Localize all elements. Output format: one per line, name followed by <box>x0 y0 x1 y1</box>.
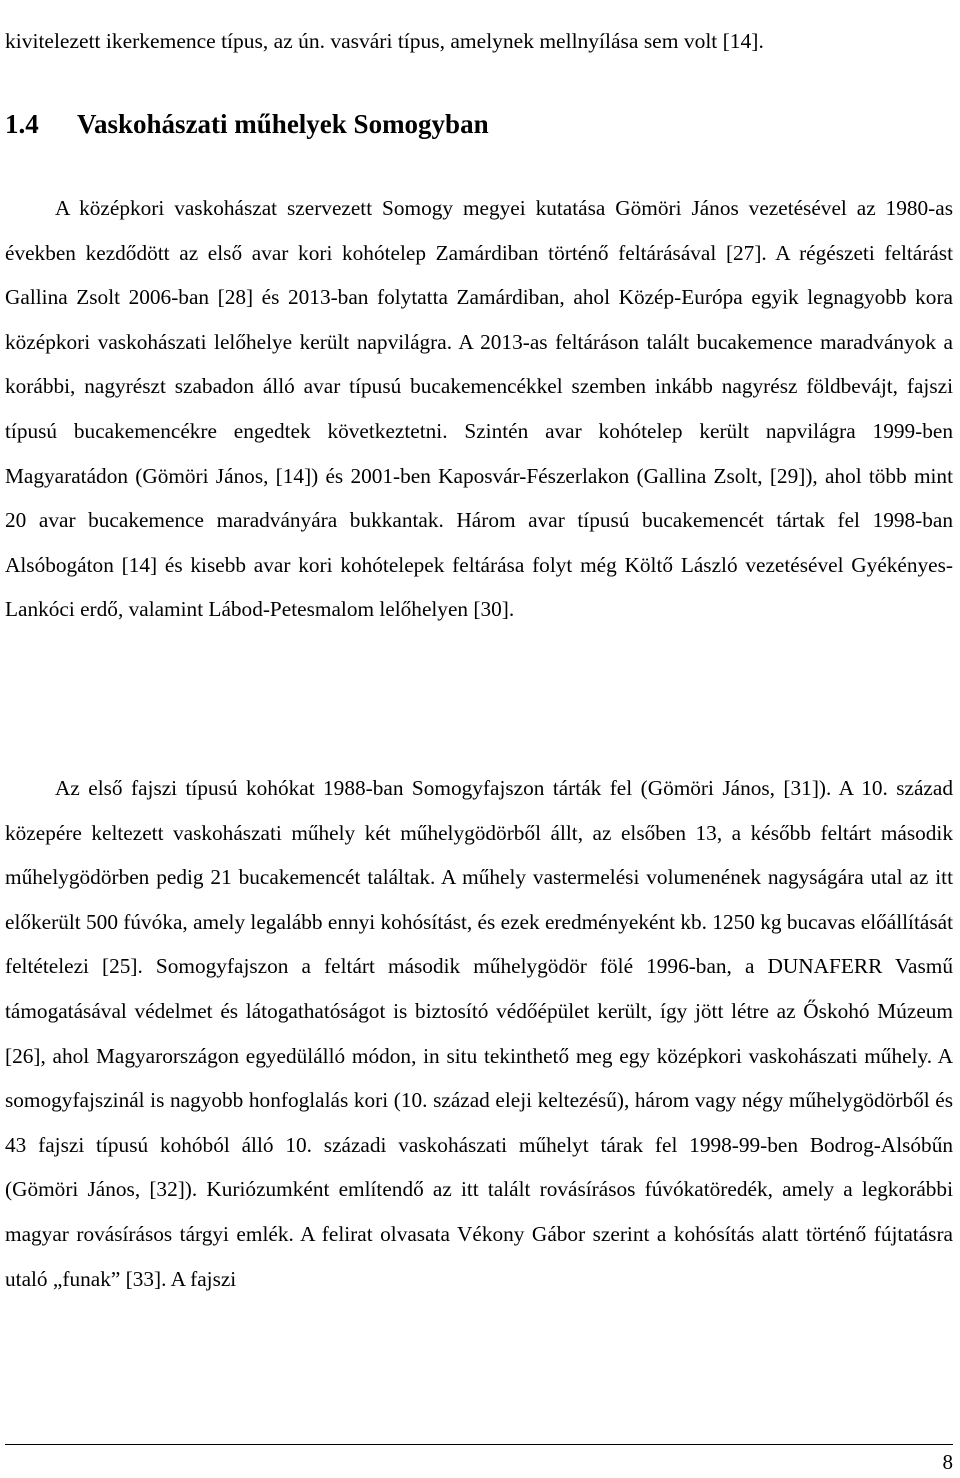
paragraph-1 <box>5 186 953 632</box>
paragraph-2-text: Az első fajszi típusú kohókat 1988-ban Somogyfajszon tárták fel (Gömöri János, [31]). A 10. század közepére keltezett vaskohászati műhely két műhelygödörből állt, az elsőben 13, a később feltárt második műhelygödörben pedig 21 bucakemencét találtak. A műhely vastermelési volumenének nagyságára utal az itt előkerült 500 fúvóka, amely legalább ennyi kohósítást, és ezek eredményeként kb. 1250 kg bucavas előállítását feltételezi [25]. Somogyfajszon a feltárt második műhelygödör fölé 1996-ban, a DUNAFERR Vasmű támogatásával védelmet és látogathatóságot is biztosító védőépület került, így jött létre az Őskohó Múzeum [26], ahol Magyarországon egyedülálló módon, in situ tekinthető meg egy középkori vaskohászati műhely. A somogyfajszinál is nagyobb honfoglalás kori (10. század eleji keltezésű), három vagy négy műhelygödörből és 43 fajszi típusú kohóból álló 10. századi vaskohászati műhelyt tárak fel 1998-99-ben Bodrog-Alsóbűn (Gömöri János, [32]). Kuriózumként említendő az itt talált rovásírásos fúvókatöredék, amely a legkorábbi magyar rovásírásos tárgyi emlék. A felirat olvasata Vékony Gábor szerint a kohósítás alatt történő fújtatásra utaló „funak” [33]. A fajszi <box>5 776 954 1291</box>
footer-rule <box>5 1444 953 1445</box>
section-heading <box>5 104 953 144</box>
paragraph-1-text: A középkori vaskohászat szervezett Somogy megyei kutatása Gömöri János vezetésével az 1980-as években kezdődött az első avar kori kohótelep Zamárdiban történő feltárásával [27]. A régészeti feltárást Gallina Zsolt 2006-ban [28] és 2013-ban folytatta Zamárdiban, ahol Közép-Európa egyik legnagyobb kora középkori vaskohászati lelőhelye került napvilágra. A 2013-as feltáráson talált bucakemence maradványok a korábbi, nagyrészt szabadon álló avar típusú bucakemencékkel szemben inkább nagyrész földbevájt, fajszi típusú bucakemencékre engedtek következtetni. Szintén avar kohótelep került napvilágra 1999-ben Magyaratádon (Gömöri János, [14]) és 2001-ben Kaposvár-Fészerlakon (Gallina Zsolt, [29]), ahol több mint 20 avar bucakemence maradványára bukkantak. Három avar típusú bucakemencét tártak fel 1998-ban Alsóbogáton [14] és kisebb avar kori kohótelepek feltárása folyt még Költő László vezetésével Gyékényes-Lankóci erdő, valamint Lábod-Petesmalom lelőhelyen [30]. <box>5 196 953 622</box>
section-title: Vaskohászati műhelyek Somogyban <box>77 109 489 139</box>
page-number: 8 <box>942 1450 953 1474</box>
continued-text-line: kivitelezett ikerkemence típus, az ún. vasvári típus, amelynek mellnyílása sem volt [14]. <box>5 29 764 53</box>
paragraph-2 <box>5 766 953 1301</box>
section-number: 1.4 <box>5 109 39 139</box>
